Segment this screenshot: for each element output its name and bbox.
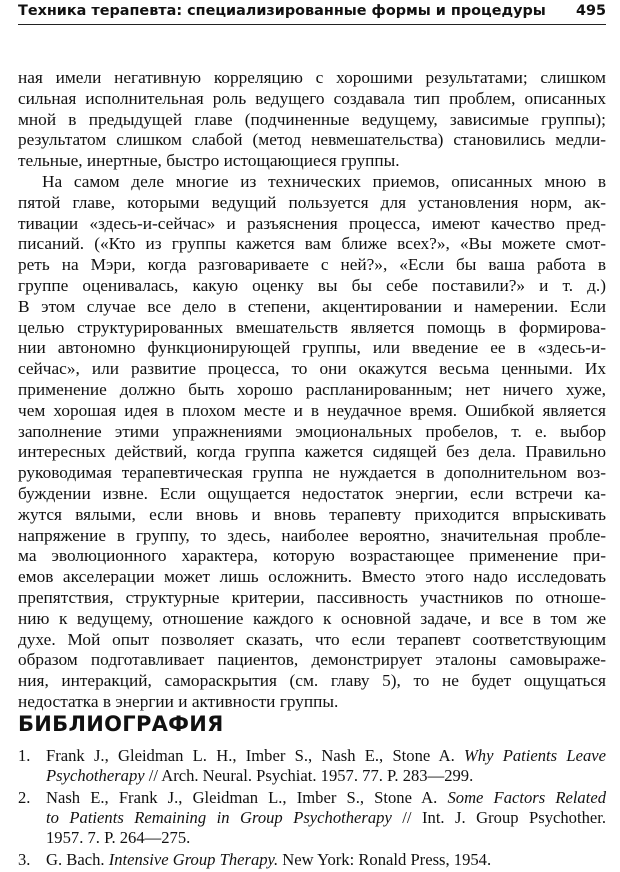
reference-number: 1.: [18, 746, 31, 765]
reference-number: 2.: [18, 788, 31, 807]
text-line: нии автономно функционирующей группы, или введение ее в «здесь-и-: [18, 338, 606, 358]
text-line: недостатка в энергии и активности группы.: [18, 691, 339, 711]
reference-line: [46, 828, 606, 848]
body-text: [18, 68, 606, 713]
text-line: нию к ведущему, отношение каждого к основной задаче, и все в том же: [18, 608, 606, 628]
reference-line: [46, 788, 606, 808]
text-line: результатом слишком слабой (метод невмешательства) становились медли-: [18, 130, 606, 150]
reference-source: New York: Ronald Press, 1954.: [282, 850, 492, 869]
text-line: напряжение в группу, то здесь, наиболее вероятно, значительная пробле-: [18, 525, 606, 545]
running-header: [18, 3, 606, 19]
reference-line: [46, 850, 606, 870]
reference-line: [46, 746, 606, 766]
reference-line: [46, 766, 606, 786]
header-rule: [18, 24, 606, 25]
text-line: В этом случае все дело в степени, акцентировании и намерении. Если: [18, 296, 606, 316]
text-line: духе. Мой опыт позволяет сказать, что если терапевт соответствующим: [18, 629, 606, 649]
text-line: реть на Мэри, когда разговариваете с ней?», «Если бы ваша работа в: [18, 255, 606, 275]
text-line: ная имели негативную корреляцию с хорошими результатами; слишком: [18, 68, 606, 87]
text-line: жутся вялыми, если вновь и вновь терапевту приходится впрыскивать: [18, 504, 606, 524]
reference-source: // Arch. Neural. Psychiat. 1957. 77. P. 283—299.: [148, 766, 474, 785]
running-title: Техника терапевта: специализированные формы и процедуры: [18, 3, 546, 19]
reference-source: 1957. 7. P. 264—275.: [46, 828, 191, 847]
reference-authors: Frank J., Gleidman L. H., Imber S., Nash E., Stone A.: [46, 746, 455, 765]
text-line: тивации «здесь-и-сейчас» и разъяснения процесса, имеют качество пред-: [18, 213, 606, 233]
text-line: чем хорошая идея в плохом месте и в неудачное время. Ошибкой является: [18, 400, 606, 420]
bibliography-heading: БИБЛИОГРАФИЯ: [18, 712, 224, 736]
reference-number: 3.: [18, 850, 31, 869]
text-line: буждении извне. Если ощущается недостаток энергии, если встречи ка-: [18, 483, 606, 503]
text-line: руководимая терапевтическая группа не нуждается в дополнительном воз-: [18, 463, 606, 483]
reference-title: Some Factors Related: [447, 788, 606, 807]
text-line: ния, интеракций, самораскрытия (см. главу 5), то не будет ощущаться: [18, 671, 606, 691]
text-line: интересных действий, когда группа кажется сидящей без дела. Правильно: [18, 442, 606, 462]
text-line: пятой главе, которыми ведущий пользуется для установления норм, ак-: [18, 192, 606, 212]
reference-authors: G. Bach.: [46, 850, 105, 869]
text-line: препятствия, структурные критерии, пассивность участников по отноше-: [18, 587, 606, 607]
text-line: На самом деле многие из технических приемов, описанных мною в: [42, 171, 606, 191]
reference-title: Intensive Group Therapy.: [108, 850, 279, 869]
reference-line: [46, 808, 606, 828]
text-line: сильная исполнительная роль ведущего создавала тип проблем, описанных: [18, 88, 606, 108]
text-line: образом подготавливает пациентов, демонстрирует эталоны самовыраже-: [18, 650, 606, 670]
reference-item: [18, 746, 606, 786]
text-line: ма эволюционного характера, которую возрастающее применение при-: [18, 546, 606, 566]
reference-authors: Nash E., Frank J., Gleidman L., Imber S., Stone A.: [46, 788, 438, 807]
text-line: применение должно быть хорошо распланированным; нет ничего хуже,: [18, 379, 606, 399]
text-line: емов акселерации может лишь осложнить. Вместо этого надо исследовать: [18, 567, 606, 587]
text-line: тельные, инертные, быстро истощающиеся группы.: [18, 151, 400, 171]
page-number: 495: [575, 3, 606, 19]
text-line: группе оценивалась, какую оценку вы бы себе поставили?» и т. д.): [18, 275, 606, 295]
reference-source: // Int. J. Group Psychother.: [402, 808, 606, 827]
reference-title: Psychotherapy: [46, 766, 145, 785]
reference-list: [18, 746, 606, 872]
reference-title: to Patients Remaining in Group Psychotherapy: [46, 808, 392, 827]
text-line: писаний. («Кто из группы кажется вам ближе всех?», «Вы можете смот-: [18, 234, 606, 254]
reference-item: [18, 850, 606, 870]
reference-item: [18, 788, 606, 848]
text-line: заполнение этими упражнениями эмоциональных пробелов, т. е. выбор: [18, 421, 606, 441]
reference-title: Why Patients Leave: [463, 746, 606, 765]
text-line: целью структурированных вмешательств является помощь в формирова-: [18, 317, 606, 337]
text-line: мной в предыдущей главе (подчиненные ведущему, зависимые группы);: [18, 109, 606, 129]
text-line: сейчас», или развитие процесса, то они окажутся весьма ценными. Их: [18, 359, 606, 379]
